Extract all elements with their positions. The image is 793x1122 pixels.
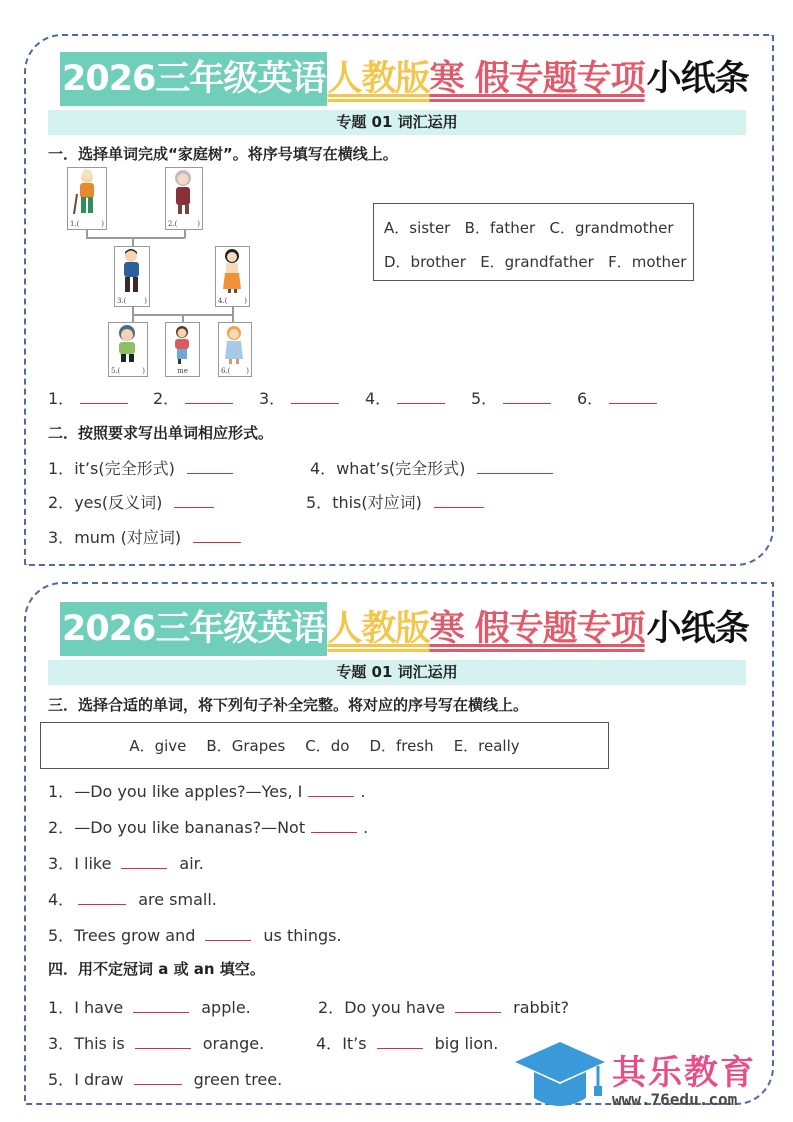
section-3-options-box xyxy=(40,722,609,769)
section-4-item-3: 3．This is orange. xyxy=(48,1034,265,1053)
section-3-item-4: 4． are small. xyxy=(48,890,217,909)
title-topic: 寒 假专题专项 xyxy=(429,609,645,649)
answer-blank[interactable] xyxy=(185,389,233,404)
subtitle-bar-1: 专题 01 词汇运用 xyxy=(48,110,746,135)
answer-blank[interactable] xyxy=(134,1070,182,1085)
figure-sister: 6.( ) xyxy=(218,322,252,377)
mother-illustration-icon xyxy=(216,247,248,295)
answer-blank[interactable] xyxy=(205,926,251,941)
options-row-1 xyxy=(384,217,674,238)
title-edition: 人教版 xyxy=(327,609,430,649)
answer-blank[interactable] xyxy=(133,998,189,1013)
figure-me: me xyxy=(165,322,200,377)
title-suffix: 小纸条 xyxy=(646,59,749,99)
sister-illustration-icon xyxy=(219,323,250,366)
answer-blank[interactable] xyxy=(503,389,551,404)
option-c: C．grandmother xyxy=(549,219,674,237)
answer-blank[interactable] xyxy=(78,890,126,905)
figure-father: 3.( ) xyxy=(114,246,150,307)
section-1-answer-6: 6． xyxy=(577,386,663,409)
figure-brother: 5.( ) xyxy=(108,322,148,377)
tree-connector xyxy=(86,237,185,239)
grandma-illustration-icon xyxy=(166,168,201,218)
option-d: D．brother xyxy=(384,253,466,271)
section-1-answer-1: 1． xyxy=(48,386,134,409)
figure-grandma: 2.( ) xyxy=(165,167,203,230)
section-3-item-5: 5．Trees grow and us things. xyxy=(48,926,342,945)
tree-connector xyxy=(182,314,184,322)
answer-blank[interactable] xyxy=(193,528,241,543)
title-edition: 人教版 xyxy=(327,59,430,99)
tree-connector xyxy=(132,237,134,246)
me-illustration-icon xyxy=(166,323,198,366)
answer-blank[interactable] xyxy=(477,459,553,474)
option-d: D．fresh xyxy=(369,737,434,755)
answer-blank[interactable] xyxy=(80,389,128,404)
brother-illustration-icon xyxy=(109,323,146,366)
answer-blank[interactable] xyxy=(609,389,657,404)
title-suffix: 小纸条 xyxy=(646,609,749,649)
brand-url: www.76edu.com xyxy=(612,1090,738,1109)
section-1-answer-5: 5． xyxy=(471,386,557,409)
section-1-answer-3: 3． xyxy=(259,386,345,409)
answer-blank[interactable] xyxy=(291,389,339,404)
section-3-heading: 三．选择合适的单词，将下列句子补全完整。将对应的序号写在横线上。 xyxy=(48,696,529,714)
father-illustration-icon xyxy=(115,247,148,295)
graduation-cap-icon xyxy=(510,1040,610,1120)
section-4-item-5: 5．I draw green tree. xyxy=(48,1070,283,1089)
answer-blank[interactable] xyxy=(434,493,484,508)
section-1-options-box xyxy=(373,203,694,281)
section-2-item-3: 3．mum (对应词) xyxy=(48,525,247,548)
worksheet-title-2 xyxy=(60,602,749,656)
worksheet-title-1 xyxy=(60,52,749,106)
title-grade-subject: 2026三年级英语 xyxy=(60,602,327,656)
answer-blank[interactable] xyxy=(174,493,214,508)
section-4-item-1: 1．I have apple. xyxy=(48,998,251,1017)
title-topic: 寒 假专题专项 xyxy=(429,59,645,99)
answer-blank[interactable] xyxy=(135,1034,191,1049)
section-4-heading: 四．用不定冠词 a 或 an 填空。 xyxy=(48,960,265,978)
option-e: E．really xyxy=(453,737,520,755)
option-f: F．mother xyxy=(608,253,687,271)
answer-blank[interactable] xyxy=(311,818,357,833)
section-2-item-2: 2．yes(反义词) xyxy=(48,490,220,513)
subtitle-bar-2: 专题 01 词汇运用 xyxy=(48,660,746,685)
section-3-item-1: 1．—Do you like apples?—Yes, I . xyxy=(48,782,366,801)
section-4-item-4: 4．It’s big lion. xyxy=(316,1034,499,1053)
option-b: B．father xyxy=(464,219,536,237)
option-a: A．sister xyxy=(384,219,451,237)
option-a: A．give xyxy=(129,737,187,755)
figure-mother: 4.( ) xyxy=(215,246,250,307)
section-1-answer-4: 4． xyxy=(365,386,451,409)
section-2-item-4: 4．what’s(完全形式) xyxy=(310,456,559,479)
answer-blank[interactable] xyxy=(455,998,501,1013)
grandpa-illustration-icon xyxy=(68,168,105,218)
title-grade-subject: 2026三年级英语 xyxy=(60,52,327,106)
answer-blank[interactable] xyxy=(397,389,445,404)
section-2-item-1: 1．it’s(完全形式) xyxy=(48,456,239,479)
section-3-item-3: 3．I like air. xyxy=(48,854,204,873)
section-3-item-2: 2．—Do you like bananas?—Not . xyxy=(48,818,369,837)
figure-grandpa: 1.( ) xyxy=(67,167,107,230)
answer-blank[interactable] xyxy=(121,854,167,869)
options-row-2 xyxy=(384,251,686,272)
answer-blank[interactable] xyxy=(308,782,354,797)
section-2-heading: 二．按照要求写出单词相应形式。 xyxy=(48,424,274,442)
section-2-item-5: 5．this(对应词) xyxy=(306,490,490,513)
section-1-heading: 一．选择单词完成“家庭树”。将序号填写在横线上。 xyxy=(48,145,398,163)
answer-blank[interactable] xyxy=(377,1034,423,1049)
option-c: C．do xyxy=(305,737,350,755)
section-1-answer-2: 2． xyxy=(153,386,239,409)
section-4-item-2: 2．Do you have rabbit? xyxy=(318,998,570,1017)
option-e: E．grandfather xyxy=(480,253,594,271)
option-b: B．Grapes xyxy=(206,737,286,755)
answer-blank[interactable] xyxy=(187,459,233,474)
brand-name: 其乐教育 xyxy=(612,1053,756,1093)
